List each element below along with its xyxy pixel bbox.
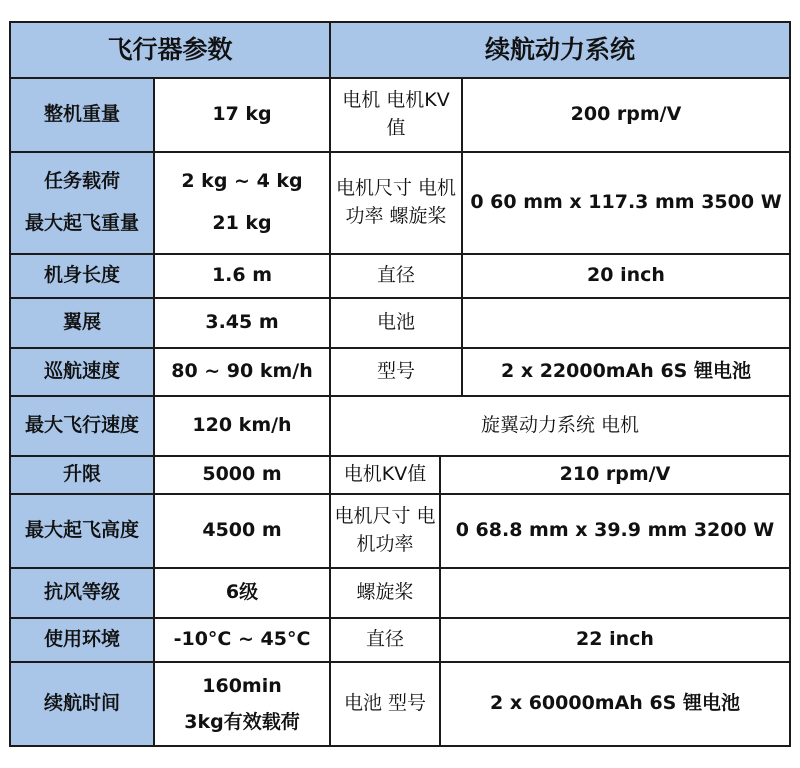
power-sub-label: 螺旋桨: [330, 568, 440, 618]
param-value: [154, 662, 330, 746]
power-sub-value: 200 rpm/V: [462, 78, 790, 152]
rotor-power-section-label: 旋翼动力系统 电机: [330, 396, 790, 456]
param-label: 最大起飞高度: [10, 494, 154, 568]
param-value: 17 kg: [154, 78, 330, 152]
power-sub-value: 2 x 22000mAh 6S 锂电池: [462, 348, 790, 396]
param-label: 整机重量: [10, 78, 154, 152]
grid-line: [9, 297, 791, 299]
param-value-line: 2 kg ~ 4 kg: [181, 170, 303, 193]
param-value: [154, 152, 330, 254]
param-value-line: 160min: [202, 674, 282, 697]
param-label: 升限: [10, 456, 154, 494]
power-sub-label: 型号: [330, 348, 462, 396]
param-value: 4500 m: [154, 494, 330, 568]
grid-line: [9, 493, 791, 495]
power-sub-value: [440, 568, 790, 618]
grid-line: [9, 347, 791, 349]
param-label: 巡航速度: [10, 348, 154, 396]
param-value-line: 21 kg: [212, 212, 272, 234]
param-label: [10, 152, 154, 254]
param-value: 3.45 m: [154, 298, 330, 348]
power-sub-value: 210 rpm/V: [440, 456, 790, 494]
param-value: 120 km/h: [154, 396, 330, 456]
grid-line: [9, 253, 791, 255]
param-label: 翼展: [10, 298, 154, 348]
param-value: 6级: [154, 568, 330, 618]
power-sub-value: 0 68.8 mm x 39.9 mm 3200 W: [440, 494, 790, 568]
grid-line: [329, 21, 331, 747]
param-label: 使用环境: [10, 618, 154, 662]
param-label: 最大飞行速度: [10, 396, 154, 456]
power-sub-label: 电池 型号: [330, 662, 440, 746]
param-label: 机身长度: [10, 254, 154, 298]
param-value-line: 3kg有效载荷: [184, 711, 300, 733]
param-label: 抗风等级: [10, 568, 154, 618]
power-sub-label: 电机尺寸 电机功率: [330, 494, 440, 568]
power-sub-value: 2 x 60000mAh 6S 锂电池: [440, 662, 790, 746]
grid-line: [789, 21, 791, 747]
power-sub-label: 直径: [330, 618, 440, 662]
power-sub-value: 0 60 mm x 117.3 mm 3500 W: [462, 152, 790, 254]
grid-line: [9, 151, 791, 153]
param-value: 80 ~ 90 km/h: [154, 348, 330, 396]
param-value: 1.6 m: [154, 254, 330, 298]
param-value: 5000 m: [154, 456, 330, 494]
power-sub-label: 电机KV值: [330, 456, 440, 494]
param-value: -10°C ~ 45°C: [154, 618, 330, 662]
power-sub-label: 电池: [330, 298, 462, 348]
grid-line: [9, 745, 791, 747]
power-sub-value: [462, 298, 790, 348]
power-sub-label: 直径: [330, 254, 462, 298]
power-sub-value: 22 inch: [440, 618, 790, 662]
grid-line: [153, 77, 155, 747]
header-endurance-power-system: 续航动力系统: [330, 22, 790, 78]
power-sub-label: 电机尺寸 电机功率 螺旋桨: [330, 152, 462, 254]
grid-line: [9, 21, 11, 747]
grid-line: [9, 395, 791, 397]
param-label-line: 最大起飞重量: [24, 212, 139, 234]
param-label-line: 任务载荷: [43, 170, 120, 193]
power-sub-label: 电机 电机KV值: [330, 78, 462, 152]
param-label: 续航时间: [10, 662, 154, 746]
grid-line: [439, 455, 441, 747]
header-aircraft-params: 飞行器参数: [10, 22, 330, 78]
grid-line: [9, 77, 791, 79]
grid-line: [9, 661, 791, 663]
grid-line: [9, 617, 791, 619]
grid-line: [461, 77, 463, 397]
grid-line: [9, 455, 791, 457]
grid-line: [9, 21, 791, 23]
grid-line: [9, 567, 791, 569]
power-sub-value: 20 inch: [462, 254, 790, 298]
